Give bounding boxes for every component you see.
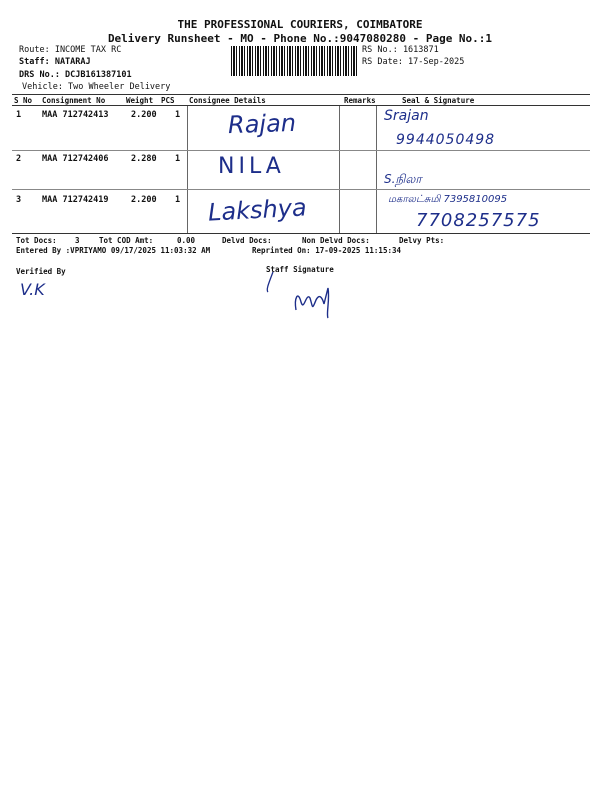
barcode-image bbox=[231, 46, 357, 76]
col-header-consignee: Consignee Details bbox=[189, 96, 266, 105]
staff-text: Staff: NATARAJ bbox=[19, 57, 91, 67]
rs-number: RS No.: 1613871 bbox=[362, 45, 439, 55]
row3-seal-name-phone: மகாலட்சுமி 7395810095 bbox=[388, 194, 508, 205]
delvd-docs-label: Delvd Docs: bbox=[222, 236, 272, 245]
row-rule bbox=[12, 150, 590, 151]
table-bottom-rule bbox=[12, 233, 590, 234]
row3-consignee-handwriting: Lakshya bbox=[207, 193, 308, 227]
col-header-weight: Weight bbox=[126, 96, 154, 105]
row2-consignment: MAA 712742406 bbox=[42, 154, 109, 164]
row3-seal-phone: 7708257575 bbox=[416, 210, 541, 231]
table-header-rule bbox=[12, 105, 590, 106]
drs-number: DRS No.: DCJB161387101 bbox=[19, 70, 132, 80]
staff-signature-label: Staff Signature bbox=[266, 265, 334, 274]
col-header-pcs: PCS bbox=[161, 96, 175, 105]
route-text: Route: INCOME TAX RC bbox=[19, 45, 122, 55]
col-header-consignment: Consignment No bbox=[42, 96, 106, 105]
row-rule bbox=[12, 189, 590, 190]
rs-date: RS Date: 17-Sep-2025 bbox=[362, 57, 465, 67]
table-top-rule bbox=[12, 94, 590, 95]
col-header-seal: Seal & Signature bbox=[402, 96, 475, 105]
verified-initials: V.K bbox=[20, 280, 45, 299]
column-divider bbox=[376, 106, 377, 234]
col-header-remarks: Remarks bbox=[344, 96, 376, 105]
row1-consignee-handwriting: Rajan bbox=[227, 108, 297, 140]
row3-pcs: 1 bbox=[175, 195, 181, 205]
company-title: THE PROFESSIONAL COURIERS, COIMBATORE bbox=[177, 18, 423, 31]
entered-by: Entered By :VPRIYAMO 09/17/2025 11:03:32 AM bbox=[16, 246, 211, 255]
vehicle-text: Vehicle: Two Wheeler Delivery bbox=[22, 82, 171, 92]
tot-cod-label: Tot COD Amt: bbox=[99, 236, 154, 245]
reprinted-on: Reprinted On: 17-09-2025 11:15:34 bbox=[252, 246, 402, 255]
row1-consignment: MAA 712742413 bbox=[42, 110, 109, 120]
row2-sno: 2 bbox=[16, 154, 22, 164]
row3-weight: 2.200 bbox=[131, 195, 157, 205]
column-divider bbox=[339, 106, 340, 234]
row3-sno: 3 bbox=[16, 195, 22, 205]
runsheet-subtitle: Delivery Runsheet - MO - Phone No.:9047080280 - Page No.:1 bbox=[107, 32, 493, 45]
verified-by-label: Verified By bbox=[16, 267, 66, 276]
row1-pcs: 1 bbox=[175, 110, 181, 120]
row3-consignment: MAA 712742419 bbox=[42, 195, 109, 205]
column-divider bbox=[187, 106, 188, 234]
tot-docs-label: Tot Docs: bbox=[16, 236, 57, 245]
row2-weight: 2.280 bbox=[131, 154, 157, 164]
row1-weight: 2.200 bbox=[131, 110, 157, 120]
row1-seal-name: Srajan bbox=[384, 108, 429, 124]
non-delvd-docs-label: Non Delvd Docs: bbox=[302, 236, 370, 245]
row2-seal-name: S.நிலா bbox=[384, 172, 422, 186]
tot-cod-value: 0.00 bbox=[177, 236, 196, 245]
row1-sno: 1 bbox=[16, 110, 22, 120]
tot-docs-value: 3 bbox=[75, 236, 80, 245]
delvy-pts-label: Delvy Pts: bbox=[399, 236, 445, 245]
col-header-sno: S No bbox=[14, 96, 33, 105]
row2-consignee-handwriting: NILA bbox=[218, 154, 285, 179]
staff-signature-scribble bbox=[268, 270, 348, 320]
row1-seal-phone: 9944050498 bbox=[396, 132, 496, 148]
row2-pcs: 1 bbox=[175, 154, 181, 164]
